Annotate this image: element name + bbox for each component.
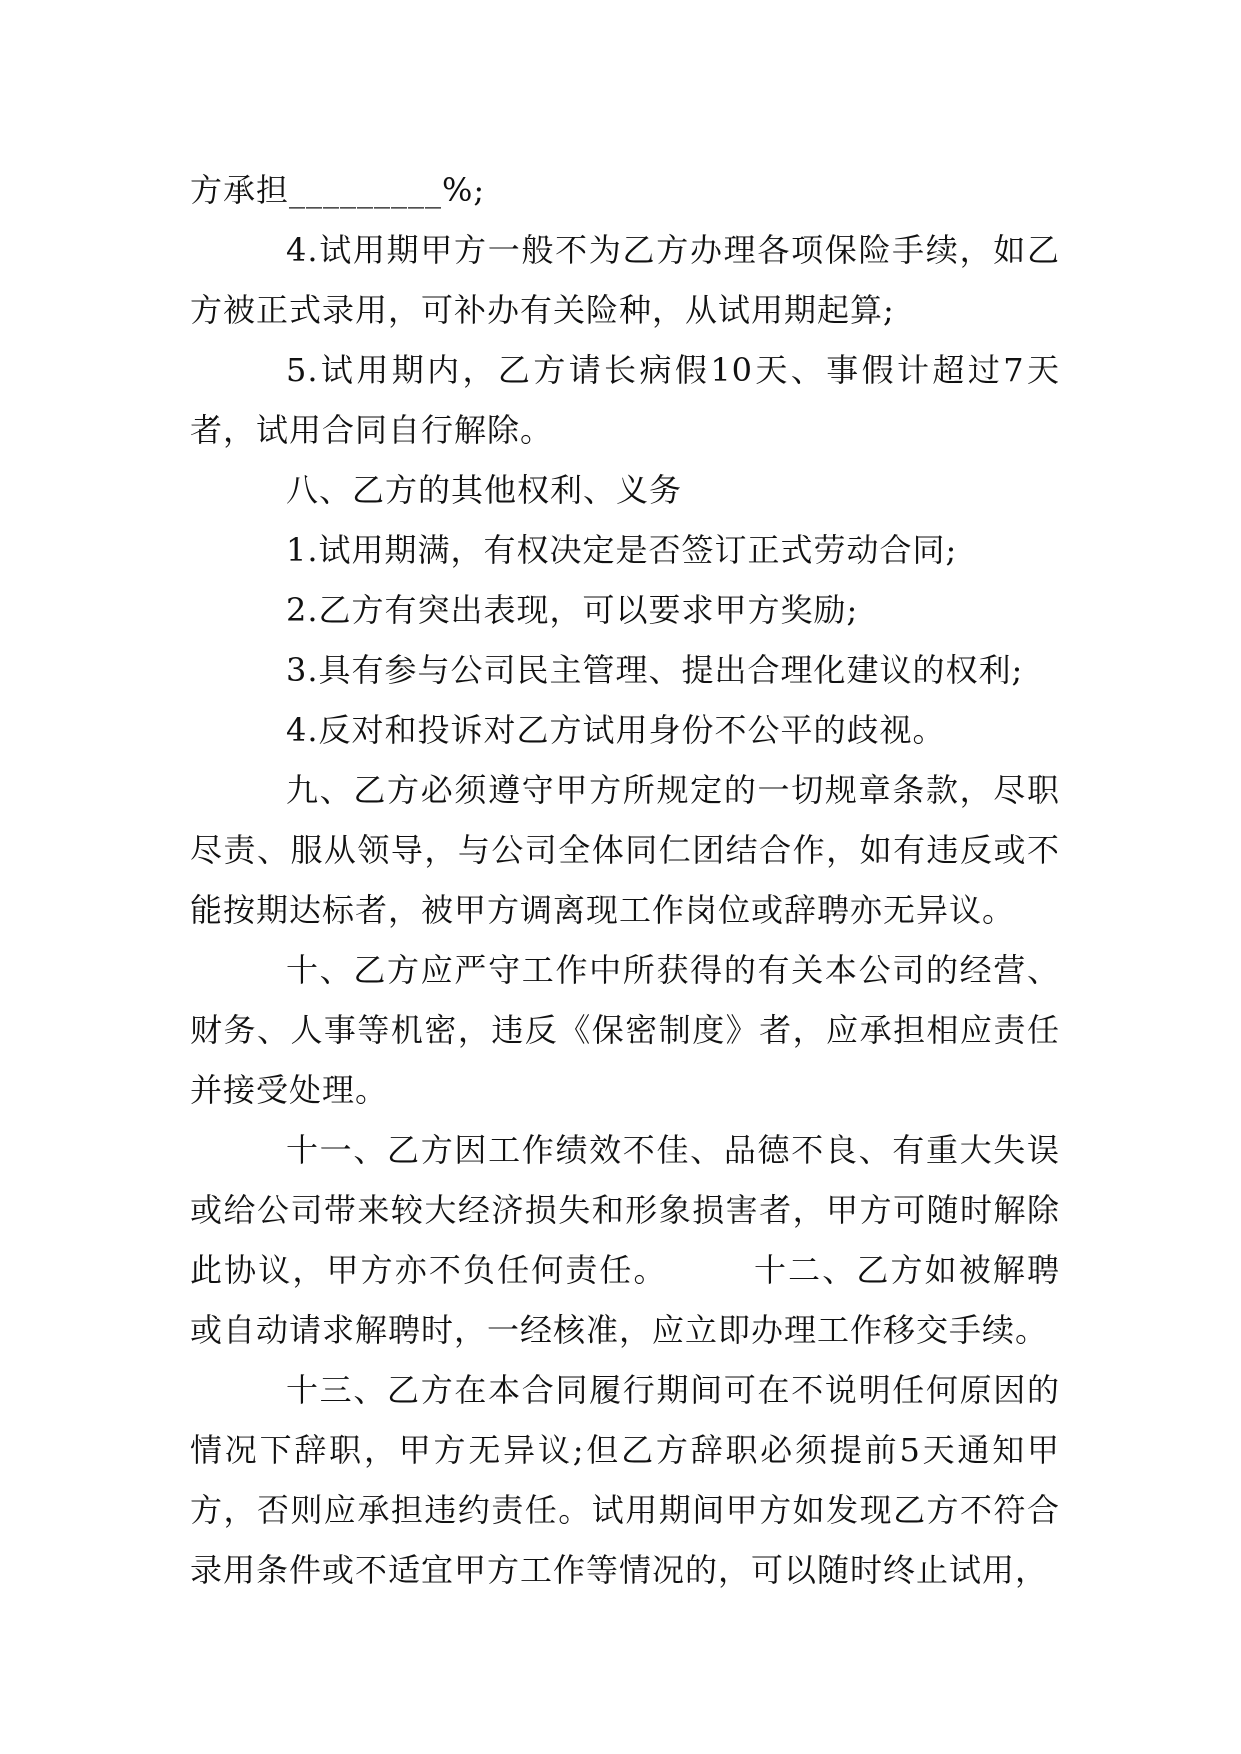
- paragraph-3: 5.试用期内，乙方请长病假10天、事假计超过7天者，试用合同自行解除。: [190, 351, 1060, 449]
- section-13: 十三、乙方在本合同履行期间可在不说明任何原因的情况下辞职，甲方无异议;但乙方辞职必须提前5天通知甲方，否则应承担违约责任。试用期间甲方如发现乙方不符合录用条件或不适宜甲方工作等情况的，可以随时终止试用，: [190, 1371, 1060, 1589]
- section-10: 十、乙方应严守工作中所获得的有关本公司的经营、财务、人事等机密，违反《保密制度》者，应承担相应责任并接受处理。: [190, 951, 1060, 1109]
- section-heading-8: 八、乙方的其他权利、义务: [286, 471, 683, 509]
- paragraph-2: 4.试用期甲方一般不为乙方办理各项保险手续，如乙方被正式录用，可补办有关险种，从试用期起算;: [190, 231, 1060, 329]
- paragraph-7: 3.具有参与公司民主管理、提出合理化建议的权利;: [286, 651, 1024, 689]
- document-body: [190, 160, 1060, 1600]
- paragraph-1: 方承担_________%;: [190, 171, 486, 209]
- section-9: 九、乙方必须遵守甲方所规定的一切规章条款，尽职尽责、服从领导，与公司全体同仁团结合作，如有违反或不能按期达标者，被甲方调离现工作岗位或辞聘亦无异议。: [190, 771, 1060, 929]
- section-11-12: 十一、乙方因工作绩效不佳、品德不良、有重大失误或给公司带来较大经济损失和形象损害者，甲方可随时解除此协议，甲方亦不负任何责任。 十二、乙方如被解聘或自动请求解聘时，一经核准，应立即办理工作移交手续。: [190, 1131, 1060, 1349]
- paragraph-5: 1.试用期满，有权决定是否签订正式劳动合同;: [286, 531, 958, 569]
- paragraph-8: 4.反对和投诉对乙方试用身份不公平的歧视。: [286, 711, 946, 749]
- paragraph-6: 2.乙方有突出表现，可以要求甲方奖励;: [286, 591, 859, 629]
